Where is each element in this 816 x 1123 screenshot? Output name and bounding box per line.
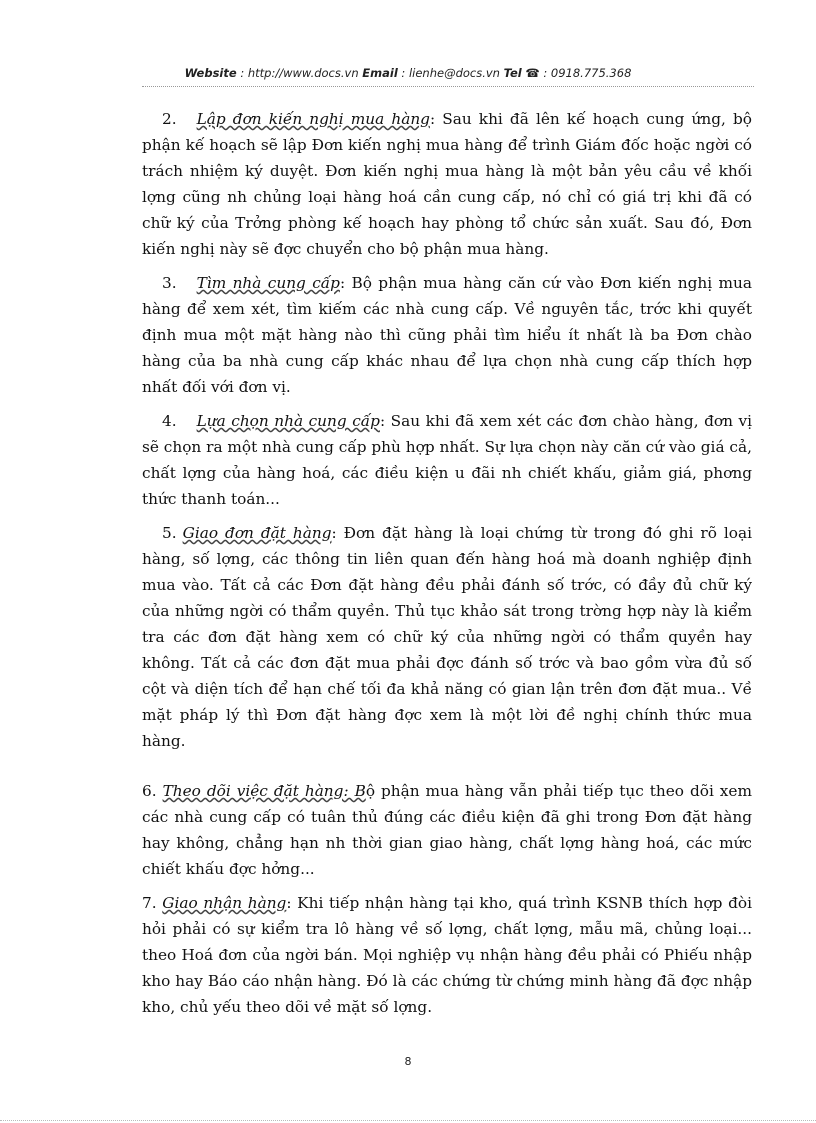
paragraph-number: 4. — [162, 412, 177, 430]
page-header — [0, 66, 816, 80]
paragraph-4 — [142, 408, 752, 512]
paragraph-text: : Khi tiếp nhận hàng tại kho, quá trình KSNB thích hợp đòi hỏi phải có sự kiểm tra lô hàng về số lợng, chất lợng, mẫu mã, chủng loại... theo Hoá đơn của ngời bán. Mọi nghiệp vụ nhận hàng đều phải có Phiếu nhập kho hay Báo cáo nhận hàng. Đó là các chứng từ chứng minh hàng đã đợc nhập kho, chủ yếu theo dõi về mặt số lợng. — [142, 894, 752, 1016]
website-label: Website — [184, 66, 237, 80]
paragraph-5 — [142, 520, 752, 754]
paragraph-6 — [142, 778, 752, 882]
paragraph-heading: Theo dõi việc đặt hàng: B — [162, 782, 366, 800]
paragraph-number: 6. — [142, 782, 157, 800]
document-body — [142, 106, 752, 1028]
email-label: Email — [362, 66, 398, 80]
paragraph-7 — [142, 890, 752, 1020]
paragraph-number: 5. — [162, 524, 177, 542]
paragraph-number: 2. — [162, 110, 177, 128]
paragraph-text: : Sau khi đã lên kế hoạch cung ứng, bộ phận kế hoạch sẽ lập Đơn kiến nghị mua hàng để trình Giám đốc hoặc ngời có trách nhiệm ký duyệt. Đơn kiến nghị mua hàng là một bản yêu cầu về khối lợng cũng nh chủng loại hàng hoá cần cung cấp, nó chỉ có giá trị khi đã có chữ ký của Trởng phòng kế hoạch hay phòng tổ chức sản xuất. Sau đó, Đơn kiến nghị này sẽ đợc chuyển cho bộ phận mua hàng. — [142, 110, 752, 258]
paragraph-2 — [142, 106, 752, 262]
paragraph-text: : Bộ phận mua hàng căn cứ vào Đơn kiến nghị mua hàng để xem xét, tìm kiếm các nhà cung cấp. Về nguyên tắc, trớc khi quyết định mua một mặt hàng nào thì cũng phải tìm hiểu ít nhất là ba Đơn chào hàng của ba nhà cung cấp khác nhau để lựa chọn nhà cung cấp thích hợp nhất đối với đơn vị. — [142, 274, 752, 396]
phone-icon: ☎ — [525, 66, 540, 80]
tel-label: Tel — [503, 66, 522, 80]
website-value: : http://www.docs.vn — [236, 66, 363, 80]
paragraph-text: : Sau khi đã xem xét các đơn chào hàng, đơn vị sẽ chọn ra một nhà cung cấp phù hợp nhất. Sự lựa chọn này căn cứ vào giá cả, chất lợng của hàng hoá, các điều kiện u đãi nh chiết khấu, giảm giá, phơng thức thanh toán... — [142, 412, 752, 508]
paragraph-heading: Giao đơn đặt hàng — [182, 524, 332, 542]
paragraph-heading: Tìm nhà cung cấp — [196, 274, 340, 292]
page-number: 8 — [404, 1055, 412, 1068]
paragraph-heading: Lập đơn kiến nghị mua hàng — [196, 110, 430, 128]
email-value: : lienhe@docs.vn — [397, 66, 504, 80]
header-divider — [142, 86, 754, 87]
paragraph-3 — [142, 270, 752, 400]
paragraph-heading: Giao nhận hàng — [162, 894, 287, 912]
paragraph-number: 7. — [142, 894, 157, 912]
paragraph-number: 3. — [162, 274, 177, 292]
footer-divider — [0, 1120, 816, 1121]
paragraph-text: ộ phận mua hàng vẫn phải tiếp tục theo dõi xem các nhà cung cấp có tuân thủ đúng các điều kiện đã ghi trong Đơn đặt hàng hay không, chẳng hạn nh thời gian giao hàng, chất lợng hàng hoá, các mức chiết khấu đợc hởng... — [142, 782, 752, 878]
tel-value: : 0918.775.368 — [539, 66, 632, 80]
paragraph-heading: Lựa chọn nhà cung cấp — [196, 412, 380, 430]
paragraph-text: : Đơn đặt hàng là loại chứng từ trong đó ghi rõ loại hàng, số lợng, các thông tin liên quan đến hàng hoá mà doanh nghiệp định mua vào. Tất cả các Đơn đặt hàng đều phải đánh số trớc, có đầy đủ chữ ký của những ngời có thẩm quyền. Thủ tục khảo sát trong trờng hợp này là kiểm tra các đơn đặt hàng xem có chữ ký của những ngời có thẩm quyền hay không. Tất cả các đơn đặt mua phải đợc đánh số trớc và bao gồm vừa đủ số cột và diện tích để hạn chế tối đa khả năng có gian lận trên đơn đặt mua.. Về mặt pháp lý thì Đơn đặt hàng đợc xem là một lời đề nghị chính thức mua hàng. — [142, 524, 752, 750]
